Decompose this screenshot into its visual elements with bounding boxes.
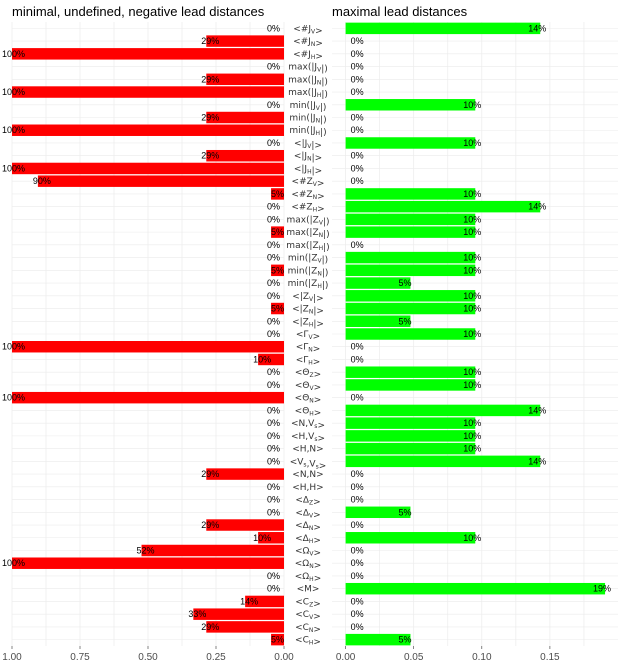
left-bar-label: 0%	[266, 214, 280, 225]
right-bar	[346, 252, 476, 263]
category-label: $<\Theta_N>$	[294, 393, 322, 406]
left-bar-label: 0%	[266, 456, 280, 467]
right-bar-label: 10%	[463, 188, 482, 199]
right-bar-label: 0%	[350, 481, 364, 492]
right-bar-label: 5%	[398, 507, 412, 518]
left-bar-label: 0%	[266, 201, 280, 212]
right-bar-label: 0%	[350, 112, 364, 123]
right-bar-label: 5%	[398, 634, 412, 645]
right-bar-label: 0%	[350, 596, 364, 607]
right-bar-label: 10%	[463, 290, 482, 301]
category-label: $\min(|J_V|)$	[289, 100, 327, 113]
category-label: $<|J_V|>$	[294, 138, 322, 151]
left-bar	[12, 163, 284, 174]
right-bar-label: 10%	[463, 137, 482, 148]
category-label: $\min(|Z_N|)$	[287, 266, 329, 279]
category-label: <H,H>	[292, 482, 324, 493]
left-bar-label: 0%	[266, 278, 280, 289]
right-bar-label: 10%	[463, 329, 482, 339]
category-label: $<|Z_H|>$	[292, 317, 324, 330]
category-label: $<\Gamma_N>$	[295, 342, 321, 355]
right-bar	[346, 303, 476, 314]
right-bar	[346, 328, 476, 339]
right-bar	[346, 265, 476, 276]
category-label: $<C_H>$	[295, 635, 321, 648]
category-label: $\max(|Z_H|)$	[286, 240, 330, 253]
right-bar-label: 14%	[528, 201, 547, 212]
right-bar-label: 10%	[463, 418, 482, 429]
left-bar-label: 5%	[271, 303, 285, 314]
right-bar	[346, 443, 476, 454]
right-bar-label: 0%	[350, 61, 364, 72]
right-bar-label: 0%	[350, 150, 364, 161]
x-tick-label: 0.50	[138, 652, 158, 663]
x-tick-label: 0.25	[206, 652, 226, 663]
right-bar	[346, 99, 476, 110]
category-labels	[286, 24, 329, 647]
category-label: $\min(|J_N|)$	[289, 113, 327, 126]
left-bar-label: 0%	[266, 481, 280, 492]
left-bar-label: 0%	[266, 507, 280, 518]
left-bar-label: 33%	[188, 609, 207, 620]
right-bar-label: 10%	[463, 532, 482, 543]
right-bar-label: 0%	[350, 341, 364, 352]
left-bar-label: 0%	[266, 99, 280, 110]
category-label: $<\Gamma_V>$	[295, 330, 321, 342]
category-label: $<\#Z_V>$	[291, 177, 325, 190]
category-label: $<V_s,V_s>$	[289, 457, 327, 472]
right-bar	[346, 366, 476, 377]
category-label: $<\Omega_V>$	[294, 546, 322, 559]
right-bar-label: 0%	[350, 520, 364, 531]
category-label: $<\Delta_H>$	[295, 533, 321, 546]
left-bar	[193, 608, 284, 619]
left-bar-label: 100%	[1, 163, 25, 174]
left-bar-label: 0%	[266, 290, 280, 301]
left-bar-label: 0%	[266, 570, 280, 581]
right-bar	[346, 201, 541, 212]
category-label: $<|J_H|>$	[293, 164, 323, 177]
right-bar-label: 0%	[350, 163, 364, 174]
right-bar-label: 0%	[350, 125, 364, 136]
left-bar-label: 100%	[1, 125, 25, 136]
category-label: $\max(|Z_N|)$	[286, 228, 330, 241]
right-bar-label: 10%	[463, 430, 482, 441]
right-bar-label: 10%	[463, 379, 482, 390]
right-bar-label: 5%	[398, 278, 412, 289]
left-bar-label: 90%	[32, 176, 51, 187]
right-bar-label: 0%	[350, 621, 364, 632]
category-label: $<\#J_H>$	[293, 49, 323, 62]
category-label: $<\Delta_N>$	[295, 521, 321, 534]
right-bar	[346, 23, 541, 34]
left-bar-label: 5%	[271, 188, 285, 199]
category-label: $<\Theta_Z>$	[294, 368, 322, 381]
left-bar	[12, 48, 284, 59]
left-bar-label: 0%	[266, 418, 280, 429]
right-bar-label: 10%	[463, 443, 482, 454]
left-bar-label: 5%	[271, 634, 285, 645]
category-label: $<\Omega_H>$	[294, 571, 322, 584]
category-label: $\max(|J_H|)$	[288, 88, 328, 101]
left-bar-label: 0%	[266, 61, 280, 72]
left-panel-title: minimal, undefined, negative lead distances	[12, 4, 265, 19]
right-bar-label: 0%	[350, 36, 364, 47]
left-bar-label: 100%	[1, 392, 25, 403]
right-bar-label: 0%	[350, 392, 364, 403]
left-bar	[12, 341, 284, 352]
left-bar	[12, 557, 284, 568]
left-bar-label: 0%	[266, 239, 280, 250]
left-bar-label: 100%	[1, 87, 25, 98]
right-bar-label: 0%	[350, 354, 364, 365]
category-label: $<\Gamma_H>$	[295, 355, 321, 368]
category-label: $<\#J_V>$	[293, 24, 323, 37]
category-label: $<N,V_s>$	[291, 419, 325, 432]
right-panel-title: maximal lead distances	[332, 4, 468, 19]
right-bar	[346, 417, 476, 428]
left-bar-label: 0%	[266, 405, 280, 416]
left-bar-label: 5%	[271, 265, 285, 276]
left-bar-label: 29%	[201, 150, 220, 161]
right-bar-label: 0%	[350, 558, 364, 569]
left-bar-label: 0%	[266, 23, 280, 34]
left-bar-label: 100%	[1, 558, 25, 569]
right-bar	[346, 532, 476, 543]
x-tick-label: 0.00	[335, 652, 356, 663]
right-bar	[346, 583, 605, 594]
right-bar-label: 14%	[528, 23, 547, 34]
left-bar-label: 0%	[266, 494, 280, 505]
right-bar	[346, 405, 541, 416]
right-bar-label: 0%	[350, 570, 364, 581]
right-bar-label: 19%	[593, 583, 612, 594]
right-bar-label: 10%	[463, 367, 482, 378]
left-bar-label: 100%	[1, 341, 25, 352]
right-bar-label: 0%	[350, 545, 364, 556]
category-label: $\min(|J_H|)$	[289, 126, 327, 139]
x-tick-label: 0.00	[274, 652, 294, 663]
right-bar-label: 0%	[350, 176, 364, 187]
right-bar-label: 10%	[463, 252, 482, 263]
category-label: $<|J_N|>$	[293, 151, 323, 164]
right-bar	[346, 290, 476, 301]
left-bar-label: 100%	[1, 48, 25, 59]
left-x-ticks	[2, 646, 294, 663]
right-bar-label: 0%	[350, 48, 364, 59]
category-label: $<\Omega_N>$	[294, 559, 322, 572]
category-label: $<\Theta_V>$	[294, 380, 322, 393]
right-bar	[346, 456, 541, 467]
category-label: $<C_N>$	[295, 622, 321, 635]
left-bar	[12, 86, 284, 97]
right-bar	[346, 188, 476, 199]
category-label: $<|Z_N|>$	[292, 304, 324, 317]
right-bar-label: 0%	[350, 239, 364, 250]
right-bar-label: 10%	[463, 214, 482, 225]
left-bar-label: 0%	[266, 316, 280, 327]
category-label: $<C_Z>$	[295, 597, 321, 610]
category-label: $\min(|Z_H|)$	[287, 279, 329, 292]
left-bar	[142, 545, 284, 556]
left-bar-label: 29%	[201, 469, 220, 480]
category-label: $<\#Z_H>$	[291, 202, 325, 215]
left-bar-label: 10%	[253, 532, 272, 543]
category-label: $<\Theta_H>$	[294, 406, 322, 419]
right-bar-label: 14%	[528, 405, 547, 416]
right-bar-label: 0%	[350, 74, 364, 85]
right-bar	[346, 137, 476, 148]
left-bar-label: 29%	[201, 36, 220, 47]
right-bar-label: 5%	[398, 316, 412, 327]
category-label: <H,N>	[292, 444, 324, 455]
category-label: $<\Delta_Z>$	[295, 495, 321, 508]
right-bar	[346, 214, 476, 225]
left-bar	[12, 392, 284, 403]
right-bar-label: 10%	[463, 303, 482, 314]
category-label: $<H,V_s>$	[290, 431, 326, 444]
x-tick-label: 0.75	[70, 652, 90, 663]
category-label: $<C_V>$	[295, 610, 321, 623]
left-bar-label: 0%	[266, 379, 280, 390]
category-label: <M>	[296, 584, 320, 595]
left-bar-label: 14%	[240, 596, 259, 607]
right-bar-label: 0%	[350, 469, 364, 480]
category-label: $\max(|J_N|)$	[288, 75, 328, 88]
left-bar-label: 29%	[201, 112, 220, 123]
category-label: <N,N>	[292, 470, 324, 481]
category-label: $<|Z_V|>$	[292, 291, 324, 304]
left-bar-label: 0%	[266, 367, 280, 378]
right-x-ticks	[336, 646, 560, 663]
category-label: $\max(|Z_V|)$	[286, 215, 330, 228]
x-tick-label: 0.10	[472, 652, 492, 663]
left-bar	[12, 125, 284, 136]
category-label: $\min(|Z_V|)$	[287, 253, 329, 266]
right-bar-label: 0%	[350, 494, 364, 505]
left-bar-label: 0%	[266, 430, 280, 441]
right-bar-label: 10%	[463, 99, 482, 110]
right-bar-label: 0%	[350, 609, 364, 620]
left-bar-label: 5%	[271, 227, 285, 238]
left-bar-label: 29%	[201, 74, 220, 85]
x-tick-label: 1.00	[2, 652, 22, 663]
right-bar-label: 10%	[463, 265, 482, 276]
right-bar	[346, 379, 476, 390]
left-bar-label: 0%	[266, 329, 280, 339]
left-bar-label: 29%	[201, 621, 220, 632]
right-bar	[346, 226, 476, 237]
category-label: $<\Delta_V>$	[295, 508, 321, 521]
left-bar-label: 29%	[201, 520, 220, 531]
right-bar	[346, 430, 476, 441]
left-bar-label: 0%	[266, 252, 280, 263]
right-bar-label: 0%	[350, 87, 364, 98]
x-tick-label: 0.05	[403, 652, 424, 663]
category-label: $<\#J_N>$	[293, 37, 323, 50]
left-bar-label: 52%	[136, 545, 155, 556]
x-tick-label: 0.15	[540, 652, 560, 663]
left-bar-label: 0%	[266, 137, 280, 148]
category-label: $\max(|J_V|)$	[288, 62, 328, 75]
left-bar-label: 0%	[266, 443, 280, 454]
left-bar-label: 0%	[266, 583, 280, 594]
right-bar-label: 10%	[463, 227, 482, 238]
left-bar	[38, 175, 284, 186]
left-bar-label: 10%	[253, 354, 272, 365]
right-bar-label: 14%	[528, 456, 547, 467]
category-label: $<\#Z_N>$	[291, 189, 325, 202]
